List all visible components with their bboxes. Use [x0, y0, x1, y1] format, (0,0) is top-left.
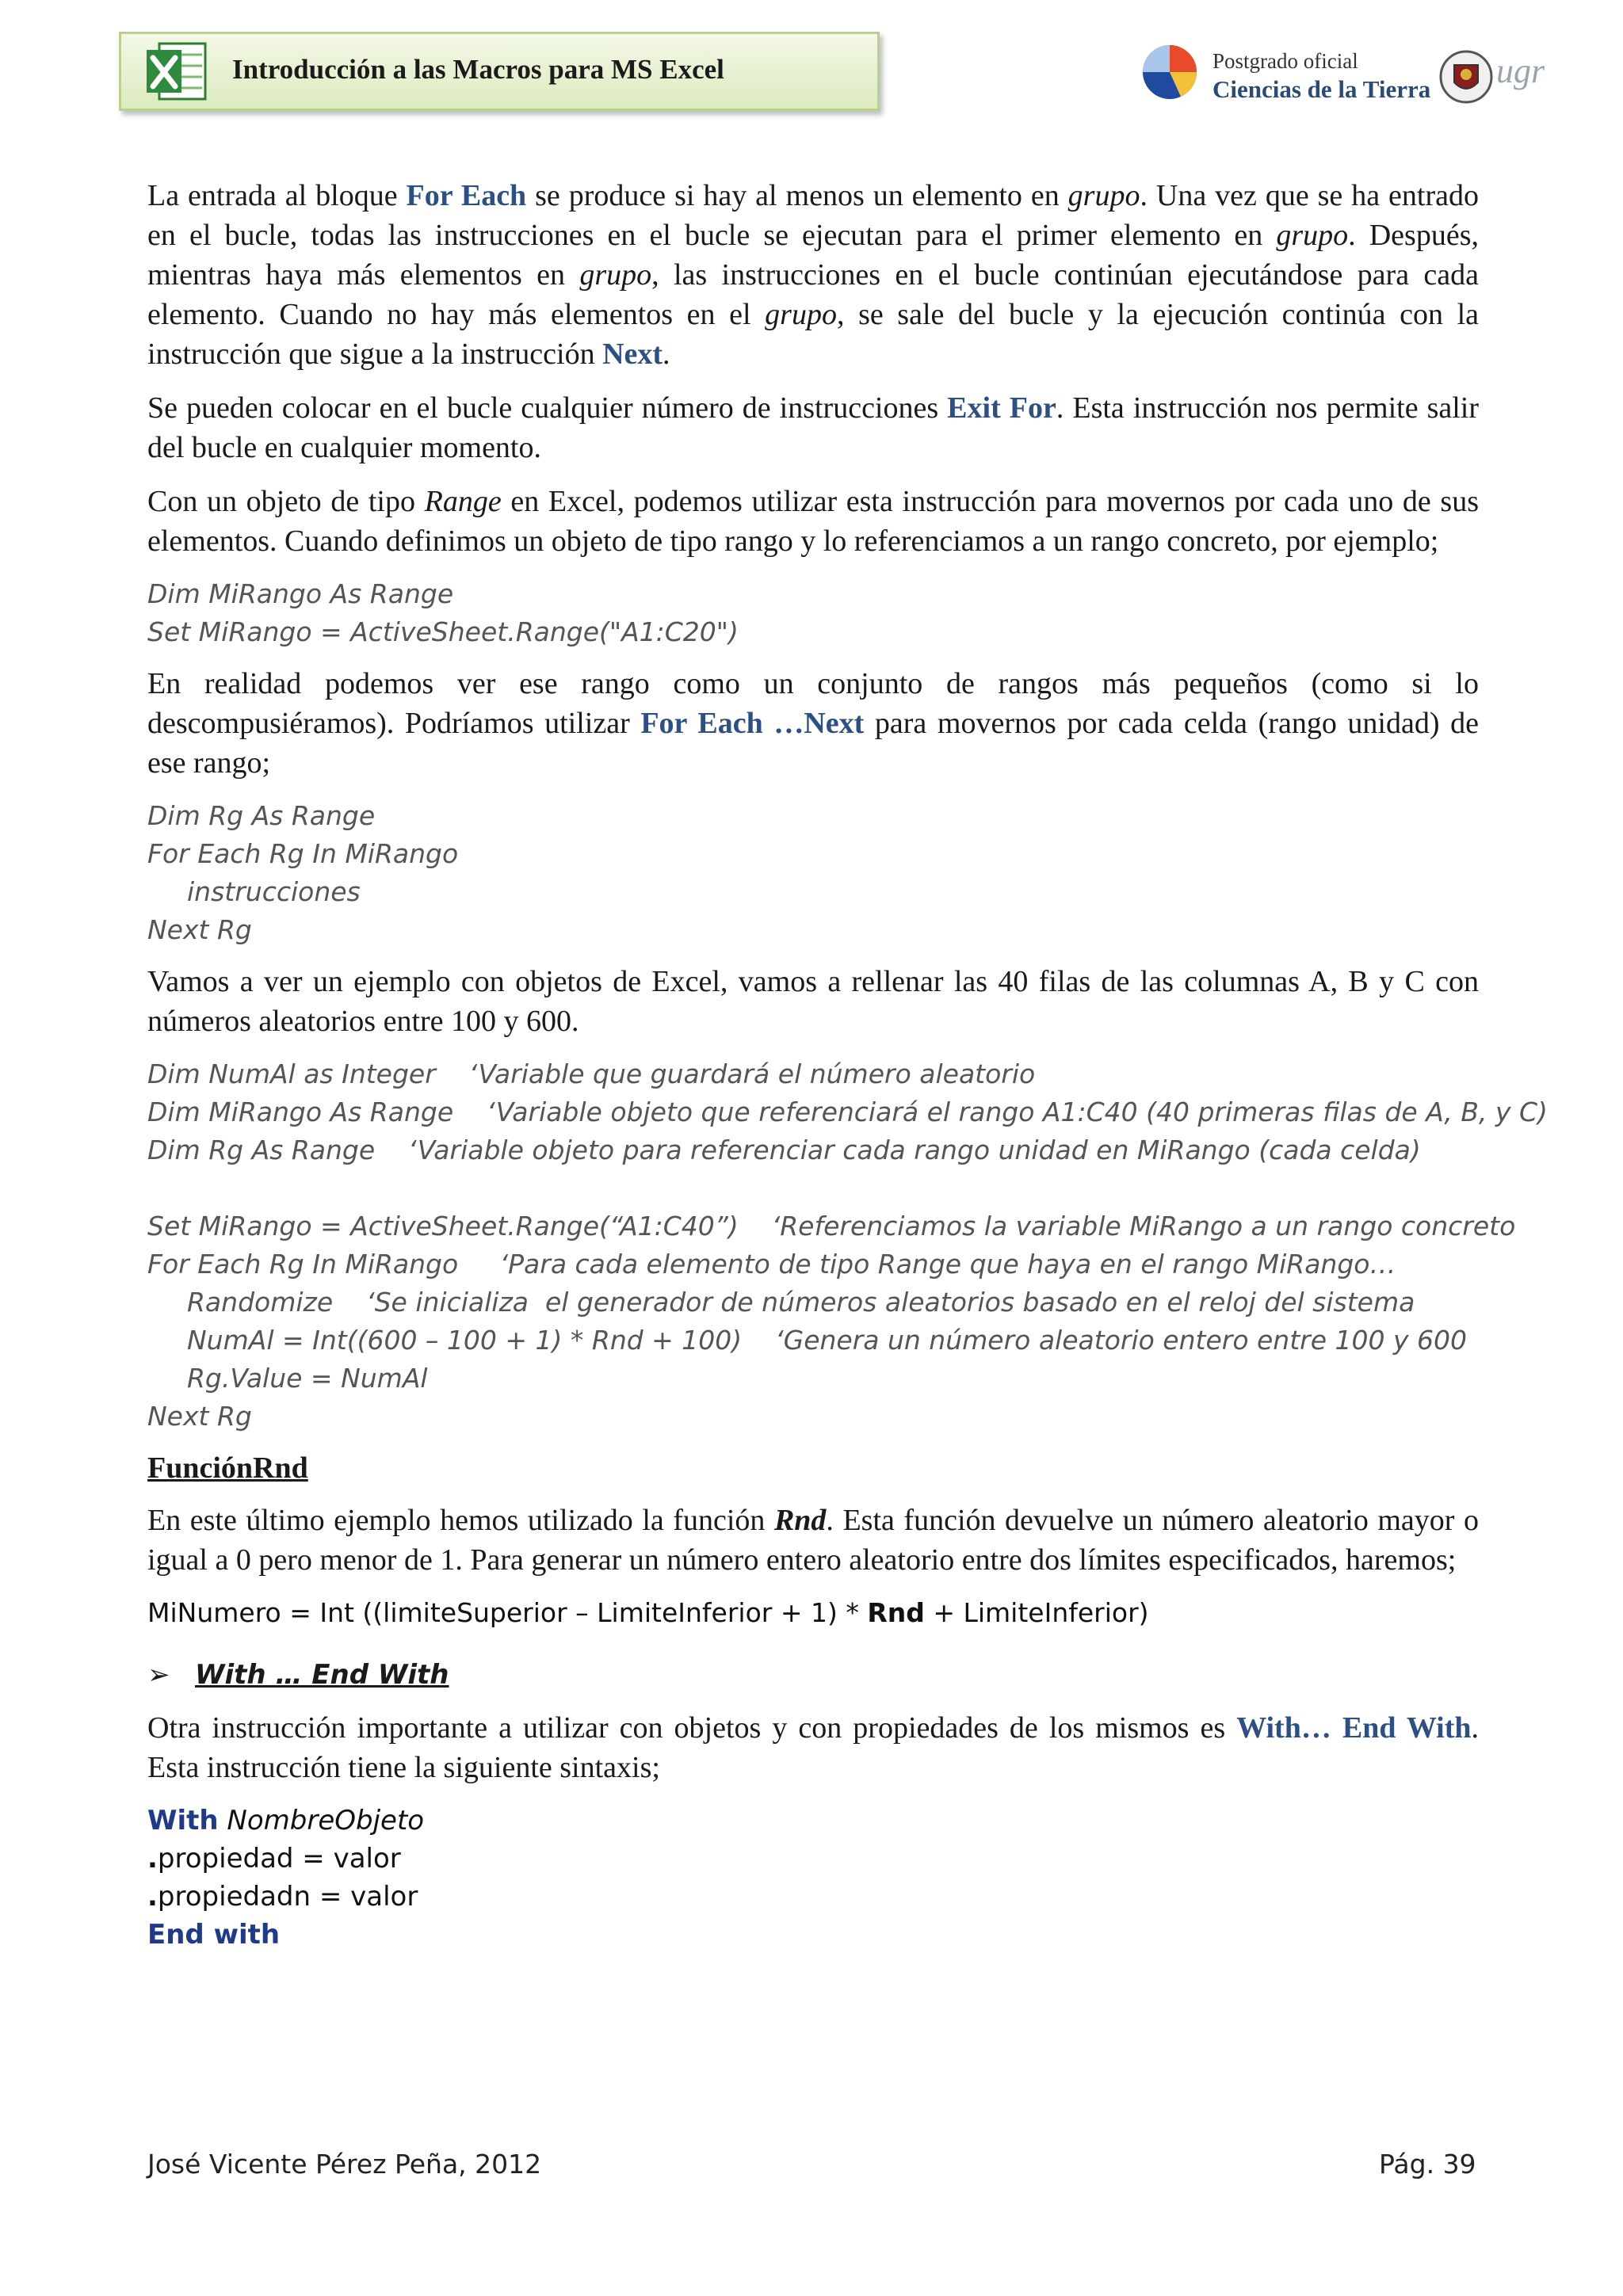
keyword-for-each: For Each: [406, 179, 527, 212]
bullet-with-end-with: [147, 1656, 1479, 1694]
institution-name: Ciencias de la Tierra: [1212, 75, 1431, 103]
page-content: [147, 176, 1548, 1954]
keyword-with-end-with: With… End With: [1236, 1711, 1472, 1745]
keyword-rnd: Rnd: [773, 1504, 827, 1537]
arrow-bullet-icon: ➢: [147, 1659, 170, 1691]
code-block-with-syntax: With NombreObjeto .propiedad = valor .propiedadn = valor End with: [147, 1805, 425, 1951]
keyword-for-each-next: For Each …Next: [640, 707, 865, 740]
formula-random-integer: MiNumero = Int ((limiteSuperior – LimiteInferior + 1) * Rnd + LimiteInferior): [147, 1597, 1149, 1628]
document-title: Introducción a las Macros para MS Excel: [232, 54, 724, 85]
excel-icon: [145, 39, 208, 104]
keyword-exit-for: Exit For: [947, 391, 1056, 425]
postgrado-logo-icon: [1141, 44, 1198, 101]
code-block-range-definition: Dim MiRango As Range Set MiRango = ActiveSheet.Range("A1:C20"): [147, 578, 739, 647]
paragraph-range-subranges: En realidad podemos ver ese rango como un conjunto de rangos más pequeños (como si lo descompusiéramos). Podríamos utilizar For Each …Next para movernos por cada celda (rango unidad) de ese rango;: [147, 667, 1479, 780]
code-block-for-each-syntax: Dim Rg As Range For Each Rg In MiRango instrucciones Next Rg: [147, 800, 459, 945]
paragraph-exit-for: Se pueden colocar en el bucle cualquier número de instrucciones Exit For. Esta instrucción nos permite salir del bucle en cualquier momento.: [147, 391, 1480, 464]
section-heading-rnd: FunciónRnd: [147, 1451, 308, 1485]
institution-subtitle: Postgrado oficial: [1212, 49, 1358, 73]
paragraph-excel-example: Vamos a ver un ejemplo con objetos de Excel, vamos a rellenar las 40 filas de las columnas A, B y C con números aleatorios entre 100 y 600.: [147, 965, 1479, 1038]
header-banner: [119, 32, 880, 111]
keyword-next: Next: [602, 338, 663, 371]
paragraph-rnd-function: En este último ejemplo hemos utilizado la función Rnd. Esta función devuelve un número aleatorio mayor o igual a 0 pero menor de 1. Para generar un número entero aleatorio entre dos límites especificados, haremos;: [147, 1504, 1479, 1577]
bullet-title: With … End With: [195, 1659, 449, 1691]
footer-author: José Vicente Pérez Peña, 2012: [147, 2149, 542, 2180]
code-block-random-example: Dim NumAl as Integer ‘Variable que guardará el número aleatorio Dim MiRango As Range ‘Variable objeto que referenciará el rango A1:C40 (40 primeras filas de A, B, y C) Dim Rg As Range ‘Variable objeto para referenciar cada rango unidad en MiRango (cada celda) Set MiRango = ActiveSheet.Range(“A1:C40”) ‘Referenciamos la variable MiRango a un rango concreto For Each Rg In MiRango ‘Para cada elemento de tipo Range que haya en el rango MiRango… Randomize ‘Se inicializa el generador de números aleatorios basado en el reloj del sistema NumAl = Int((600 – 100 + 1) * Rnd + 100) ‘Genera un número aleatorio entero entre 100 y 600 Rg.Value = NumAl Next Rg: [147, 1058, 1548, 1432]
footer-page-number: Pág. 39: [1379, 2149, 1476, 2180]
paragraph-with-statement: Otra instrucción importante a utilizar con objetos y con propiedades de los mismos es With… End With. Esta instrucción tiene la siguiente sintaxis;: [147, 1711, 1480, 1784]
ugr-logo: ugr: [1496, 51, 1545, 90]
paragraph-range-object: Con un objeto de tipo Range en Excel, podemos utilizar esta instrucción para movernos por cada uno de sus elementos. Cuando definimos un objeto de tipo rango y lo referenciamos a un rango concreto, por ejemplo;: [147, 485, 1479, 558]
paragraph-for-each-entry: La entrada al bloque For Each se produce si hay al menos un elemento en grupo. Una vez que se ha entrado en el bucle, todas las instrucciones en el bucle se ejecutan para el primer elemento en grupo. Después, mientras haya más elementos en grupo, las instrucciones en el bucle continúan ejecutándose para cada elemento. Cuando no hay más elementos en el grupo, se sale del bucle y la ejecución continúa con la instrucción que sigue a la instrucción Next.: [147, 179, 1479, 371]
university-crest-icon: [1438, 48, 1494, 106]
